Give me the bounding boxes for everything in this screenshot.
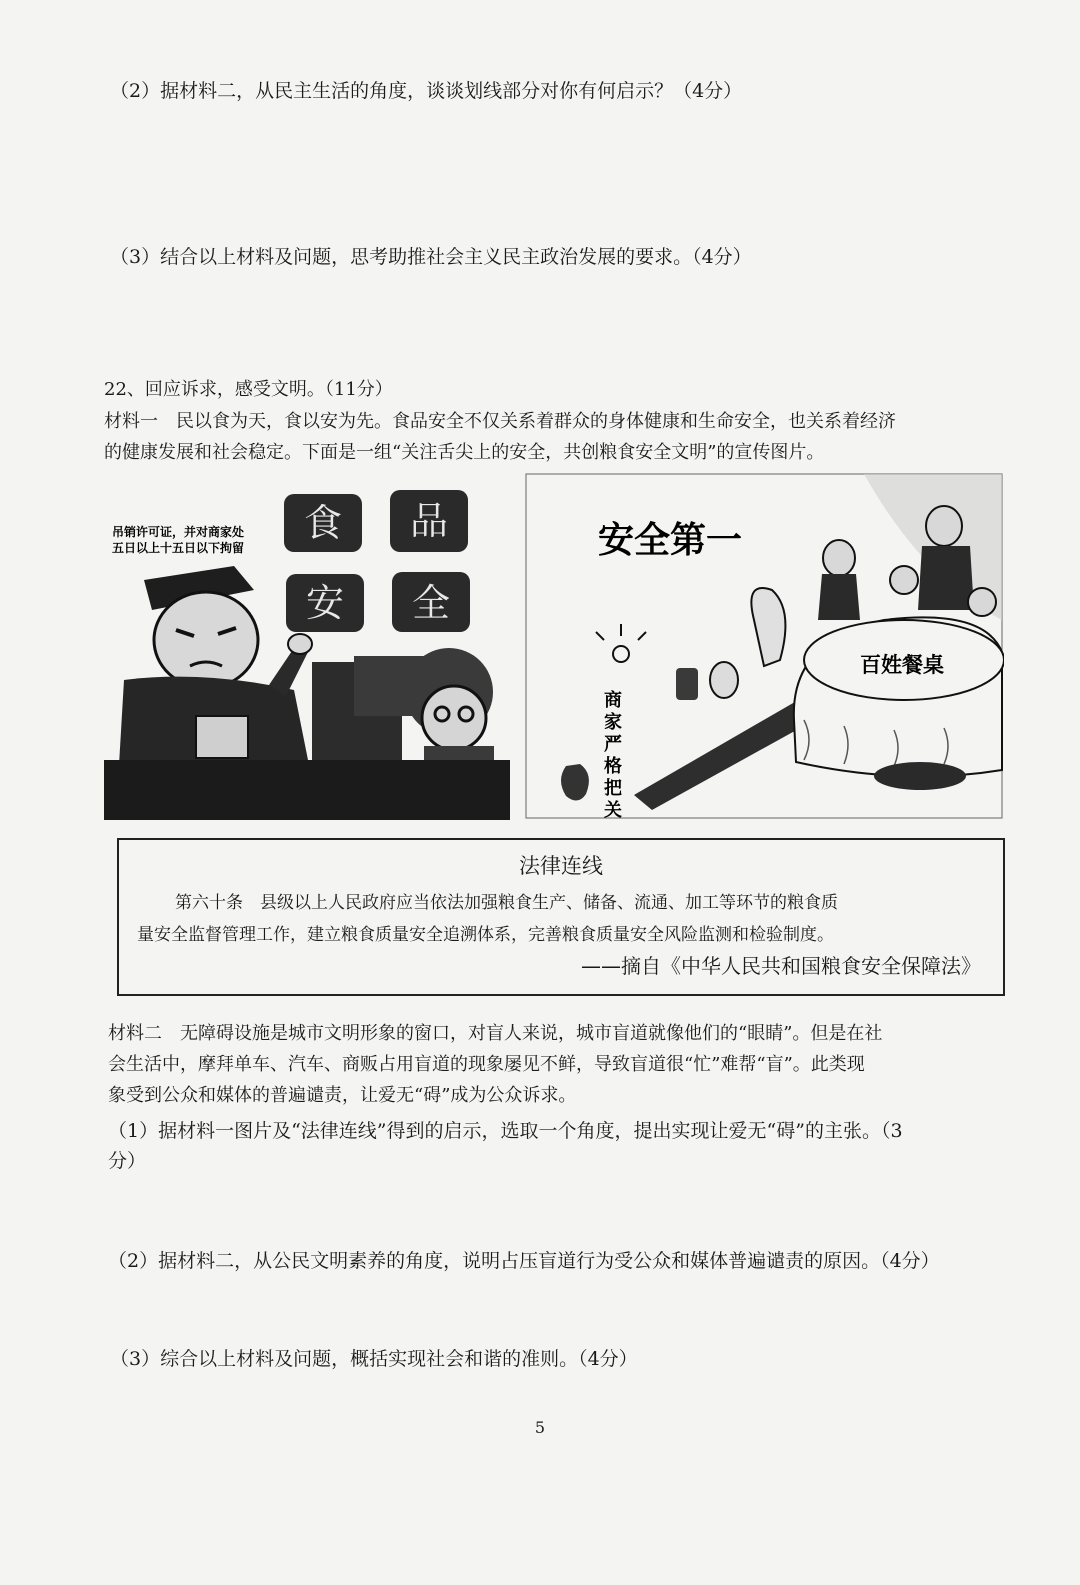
question-22-3: （3）综合以上材料及问题，概括实现社会和谐的准则。（4分） [110, 1348, 638, 1370]
law-connection-title: 法律连线 [519, 854, 603, 878]
cartoon-right-vertical-char: 格 [604, 756, 622, 777]
question-22-1-line: 分） [108, 1150, 147, 1172]
tile-quan [392, 572, 470, 632]
food-safety-cartoons [104, 470, 1004, 822]
question-21-2: （2）据材料二，从民主生活的角度，谈谈划线部分对你有何启示？（4分） [110, 80, 743, 102]
cartoon-right-vertical-char: 家 [604, 712, 622, 733]
question-21-3: （3）结合以上材料及问题，思考助推社会主义民主政治发展的要求。（4分） [110, 246, 752, 268]
question-22-1-line: （1）据材料一图片及“法律连线”得到的启示，选取一个角度，提出实现让爱无“碍”的主张。（3 [108, 1120, 903, 1142]
tile-pin [390, 490, 468, 552]
counter [104, 760, 510, 820]
cartoon-left-sign-line: 吊销许可证，并对商家处 [112, 525, 245, 539]
material-two-line: 材料二 无障碍设施是城市文明形象的窗口，对盲人来说，城市盲道就像他们的“眼睛”。但是在社 [108, 1023, 883, 1044]
cartoon-left-panel [104, 470, 514, 822]
cartoon-right-vertical-char: 商 [604, 690, 622, 711]
cartoon-right-banner: 安全第一 [598, 520, 743, 561]
cartoon-right-vertical-char: 把 [604, 778, 622, 799]
material-one-line: 的健康发展和社会稳定。下面是一组“关注舌尖上的安全，共创粮食安全文明”的宣传图片。 [104, 442, 825, 463]
svg-text:安: 安 [305, 581, 345, 625]
svg-text:全: 全 [411, 581, 451, 625]
material-two-line: 象受到公众和媒体的普遍谴责，让爱无“碍”成为公众诉求。 [108, 1085, 577, 1106]
question-22-title: 22、回应诉求，感受文明。（11分） [104, 379, 393, 400]
law-connection-box [117, 838, 1005, 996]
material-two [108, 1018, 882, 1111]
cartoon-right-vertical-char: 严 [604, 734, 622, 755]
material-two-line: 会生活中，摩拜单车、汽车、商贩占用盲道的现象屡见不鲜，导致盲道很“忙”难帮“盲”。此类现 [108, 1054, 865, 1075]
law-text-line: 量安全监督管理工作，建立粮食质量安全追溯体系，完善粮食质量安全风险监测和检验制度。 [137, 925, 834, 945]
material-one-line: 材料一 民以食为天，食以安为先。食品安全不仅关系着群众的身体健康和生命安全，也关系着经济 [104, 411, 896, 432]
page-number: 5 [534, 1418, 546, 1437]
tile-shi [284, 494, 362, 552]
law-source: ——摘自《中华人民共和国粮食安全保障法》 [581, 954, 981, 978]
question-22-1 [108, 1116, 903, 1176]
cartoon-right-vertical-char: 关 [604, 800, 622, 821]
cartoon-right-table-label: 百姓餐桌 [860, 653, 944, 677]
tile-an [286, 574, 364, 632]
question-22-2: （2）据材料二，从公民文明素养的角度，说明占压盲道行为受公众和媒体普遍谴责的原因。（4分） [108, 1250, 940, 1272]
cartoon-right-panel [526, 474, 1004, 821]
svg-text:品: 品 [409, 499, 449, 543]
cartoon-left-sign-line: 五日以上十五日以下拘留 [112, 541, 245, 555]
law-text-line: 第六十条 县级以上人民政府应当依法加强粮食生产、储备、流通、加工等环节的粮食质 [175, 893, 838, 913]
material-one [104, 406, 896, 468]
svg-text:食: 食 [303, 501, 343, 545]
